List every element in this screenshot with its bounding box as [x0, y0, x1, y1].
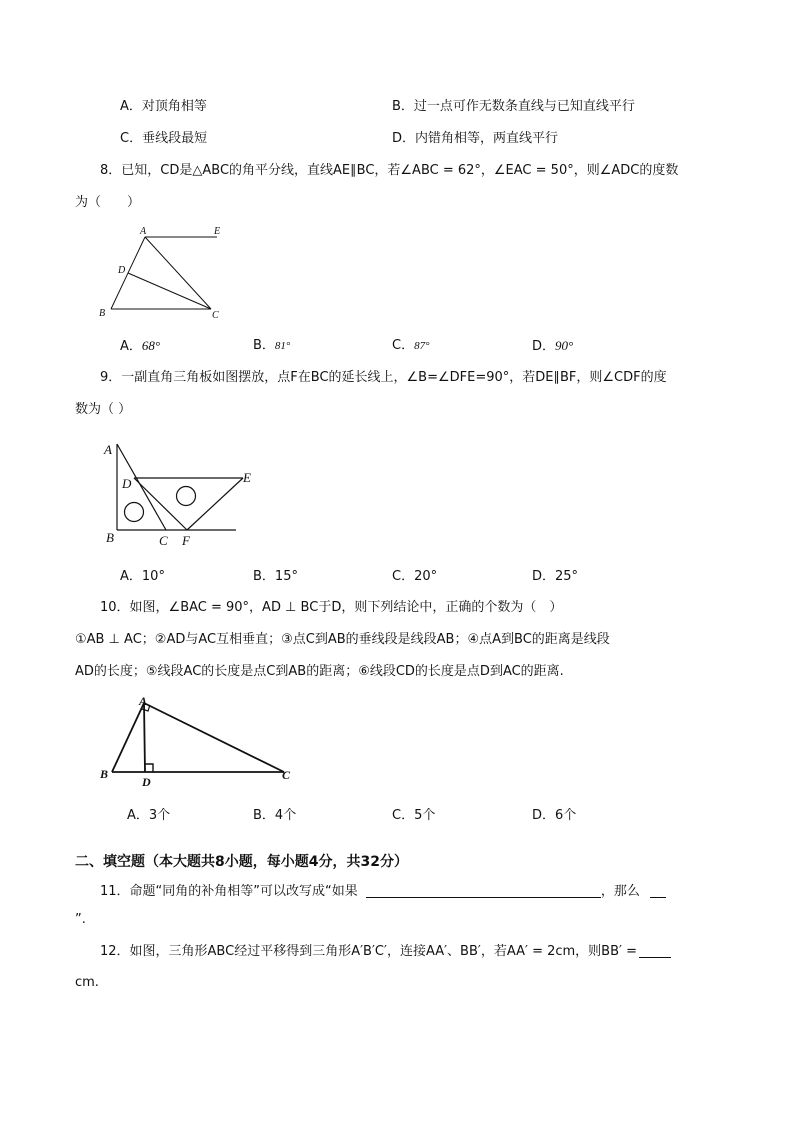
q8-option-d: D．90°	[532, 338, 574, 354]
q9-figure	[100, 438, 260, 550]
q9-option-d: D．25°	[532, 569, 579, 584]
q9-label-f: F	[182, 533, 190, 548]
section-title-fill-in-blank: 二、填空题（本大题共8小题，每小题4分，共32分）	[75, 854, 408, 870]
q9-label-a: A	[104, 442, 112, 457]
q9-label-c: C	[159, 533, 168, 548]
q12-line2: cm.	[75, 975, 99, 990]
q8-figure	[95, 222, 245, 322]
q10-stem-line1: 10．如图，∠BAC = 90°，AD ⊥ BC于D，则下列结论中，正确的个数为（ ）	[100, 600, 563, 615]
q9-label-d: D	[122, 476, 132, 491]
q8-label-c: C	[212, 310, 219, 321]
q10-label-a: A	[139, 694, 148, 708]
q11-blank-if[interactable]	[366, 883, 601, 898]
q9-option-a: A．10°	[120, 569, 165, 584]
q10-figure	[100, 696, 300, 788]
q7-option-a: A．对顶角相等	[120, 99, 207, 114]
q9-circle-right	[177, 487, 196, 506]
q9-label-e: E	[243, 470, 251, 485]
q7-option-d: D．内错角相等，两直线平行	[392, 131, 559, 146]
q8-label-b: B	[99, 308, 106, 319]
q10-option-b: B．4个	[253, 808, 297, 823]
q10-line-ac	[144, 703, 284, 772]
q8-option-a: A．68°	[120, 338, 161, 354]
q9-line-ef	[187, 478, 243, 530]
q8-label-a: A	[140, 226, 147, 237]
q10-option-c: C．5个	[392, 808, 436, 823]
q10-label-d: D	[142, 775, 151, 789]
q10-right-angle-d	[145, 764, 153, 772]
q8-line-dc	[128, 273, 211, 309]
q12-blank-bb[interactable]	[639, 943, 671, 958]
q10-label-b: B	[100, 767, 109, 781]
q10-label-c: C	[282, 768, 291, 782]
q8-label-d: D	[118, 265, 126, 276]
q7-option-b: B．过一点可作无数条直线与已知直线平行	[392, 99, 635, 114]
q8-label-e: E	[214, 226, 221, 237]
q10-stem-line3: AD的长度；⑤线段AC的长度是点C到AB的距离；⑥线段CD的长度是点D到AC的距离.	[75, 664, 564, 679]
q7-option-c: C．垂线段最短	[120, 131, 208, 146]
q8-option-c: C．87°	[392, 338, 430, 353]
q11-line2: ”.	[75, 912, 86, 927]
q8-option-b: B．81°	[253, 338, 291, 353]
q9-option-c: C．20°	[392, 569, 438, 584]
q9-label-b: B	[106, 530, 114, 545]
q9-stem-line2: 数为（ ）	[75, 402, 132, 417]
q9-line-df	[134, 478, 187, 530]
q8-stem-line1: 8．已知，CD是△ABC的角平分线，直线AE∥BC，若∠ABC = 62°，∠EAC = 50°，则∠ADC的度数	[100, 163, 679, 178]
q12-line1: 12．如图，三角形ABC经过平移得到三角形A′B′C′，连接AA′、BB′，若AA′ = 2cm，则BB′ =	[100, 943, 671, 961]
q10-line-ab	[112, 703, 144, 772]
q9-circle-left	[125, 503, 144, 522]
q8-stem-line2: 为（ ）	[75, 195, 141, 210]
q9-option-b: B．15°	[253, 569, 298, 584]
q9-stem-line1: 9．一副直角三角板如图摆放，点F在BC的延长线上，∠B=∠DFE=90°，若DE∥BF，则∠CDF的度	[100, 370, 667, 385]
q11-line1: 11．命题“同角的补角相等”可以改写成“如果 ，那么	[100, 883, 666, 901]
q10-option-d: D．6个	[532, 808, 577, 823]
q10-option-a: A．3个	[127, 808, 171, 823]
q8-line-ac	[145, 237, 211, 309]
q11-blank-then[interactable]	[650, 883, 666, 898]
q10-stem-line2: ①AB ⊥ AC；②AD与AC互相垂直；③点C到AB的垂线段是线段AB；④点A到BC的距离是线段	[75, 632, 610, 647]
q10-line-ad	[144, 703, 145, 772]
